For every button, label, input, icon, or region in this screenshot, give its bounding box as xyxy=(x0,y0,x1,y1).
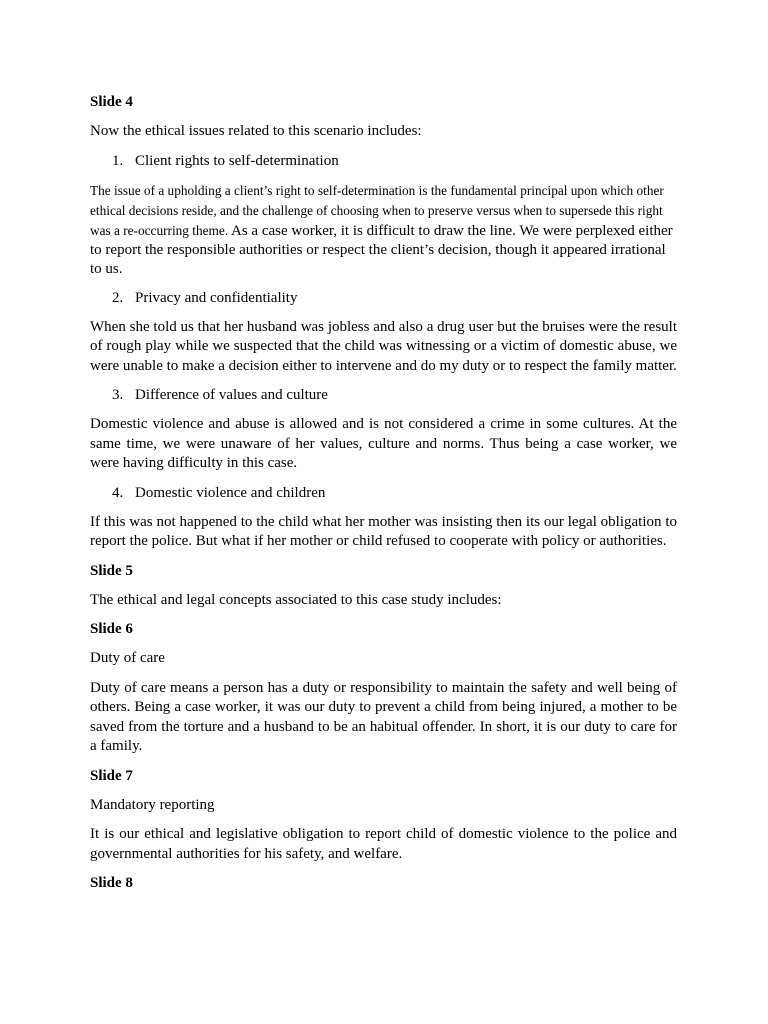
list-number: 2. xyxy=(112,289,124,306)
slide-8-heading: Slide 8 xyxy=(90,875,133,891)
list-item-1 xyxy=(90,152,677,171)
list-item-4 xyxy=(90,484,677,503)
list-item-label: Client rights to self-determination xyxy=(135,152,339,169)
item-4-body: If this was not happened to the child what her mother was insisting then its our legal obligation to report the police. But what if her mother or child refused to cooperate with policy or authorities. xyxy=(90,513,677,549)
item-2-body: When she told us that her husband was jobless and also a drug user but the bruises were the result of rough play while we suspected that the child was witnessing or a victim of domestic abuse, we were unable to make a decision either to intervene and do my duty or to respect the family matter. xyxy=(90,318,677,374)
item-1-body-small: The issue of a upholding a client’s right to self-determination is the fundamental principal upon which other ethical decisions reside, and the challenge of choosing when to preserve versus when to supersede this right was a re-occurring theme. xyxy=(90,182,664,238)
slide-6-subheading: Duty of care xyxy=(90,650,165,666)
slide-4-heading: Slide 4 xyxy=(90,94,133,110)
list-number: 1. xyxy=(112,152,124,169)
document-page xyxy=(90,93,677,903)
list-item-label: Domestic violence and children xyxy=(135,484,326,501)
list-number: 3. xyxy=(112,387,124,403)
slide-7-subheading: Mandatory reporting xyxy=(90,796,215,813)
slide-4-intro: Now the ethical issues related to this scenario includes: xyxy=(90,123,422,139)
slide-5-body: The ethical and legal concepts associated to this case study includes: xyxy=(90,591,502,608)
list-item-label: Privacy and confidentiality xyxy=(135,289,298,306)
slide-7-heading: Slide 7 xyxy=(90,767,133,784)
slide-6-heading: Slide 6 xyxy=(90,621,133,637)
slide-7-body: It is our ethical and legislative obligation to report child of domestic violence to the police and governmental authorities for his safety, and welfare. xyxy=(90,826,677,862)
list-item-3 xyxy=(90,386,677,405)
slide-5-heading: Slide 5 xyxy=(90,562,133,579)
item-1-body-normal: As a case worker, it is difficult to draw the line. We were perplexed either to report the responsible authorities or respect the client’s decision, though it appeared irrational to us. xyxy=(90,222,673,277)
item-3-body: Domestic violence and abuse is allowed and is not considered a crime in some cultures. At the same time, we were unaware of her values, culture and norms. Thus being a case worker, we were having difficulty in this case. xyxy=(90,416,677,471)
list-item-label: Difference of values and culture xyxy=(135,387,328,403)
list-item-2 xyxy=(90,289,677,308)
slide-6-body: Duty of care means a person has a duty or responsibility to maintain the safety and well being of others. Being a case worker, it was our duty to prevent a child from being injured, a mother to be saved from the torture and a husband to be an habitual offender. In short, it is our duty to care for a family. xyxy=(90,679,677,754)
item-1-body xyxy=(90,181,677,279)
list-number: 4. xyxy=(112,484,124,501)
